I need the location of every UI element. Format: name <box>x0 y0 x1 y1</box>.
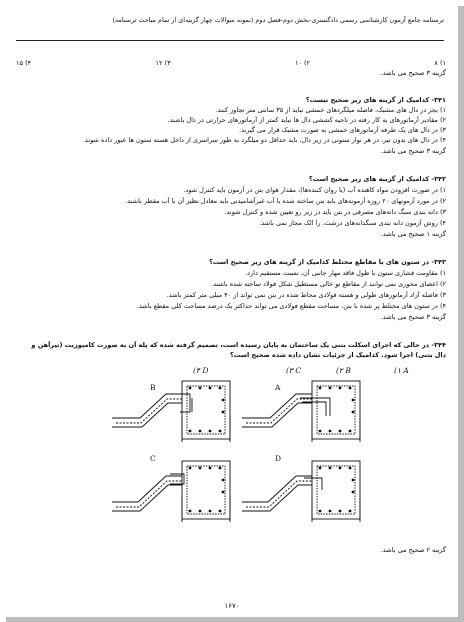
running-header: ترسنامه جامع آزمون کارشناسی رسمی دادگستری-بخش دوم-فصل دوم (نمونه سوالات چهار گزینه‌ای از تمام مباحث ترسنامه) <box>112 16 444 24</box>
q344-answer: گزینه ۲ صحیح می باشد. <box>380 546 446 554</box>
q342-option-2: ۲) در مورد آزمونهای ۲۰ روزه آزمونه‌های باید بتن ساخته شده با آب غیرآشامیدنی باید معادل نظیر آن با آب مقطر باشند. <box>125 197 446 205</box>
q343-stem: ۳۴۳- در ستون های با مقاطع مختلط کدامیک از گزینه های زیر صحیح است؟ <box>209 258 446 266</box>
option-3: ۳) ۱۲ <box>155 59 171 67</box>
detail-a-letter: A <box>275 383 281 392</box>
q343-option-3: ۳) فاصله آزاد آرماتورهای طولی و هسته فولادی محاط شده در بتن نمی تواند از ۴۰ میلی متر کمتر باشد. <box>166 291 446 299</box>
detail-d-letter: D <box>275 454 282 463</box>
q344-stem-line1: ۳۴۴- در حالی که اجرای اسکلت بتنی یک ساختمان به پایان رسیده است، تصمیم گرفته شده که پله آن به صورت کامپوزیت (تیرآهن و <box>31 341 446 349</box>
q341-option-1: ۱) بجز در دال های مشبک، فاصله میلگردهای خمشی نباید از ۳۵ سانتی متر تجاوز کنند. <box>215 106 446 114</box>
option-4: ۴) ۱۵ <box>16 59 32 67</box>
detail-d-drawing <box>240 452 370 530</box>
detail-b-drawing <box>110 372 240 450</box>
q342-answer: گزینه ۱ صحیح می باشد. <box>380 230 446 238</box>
q343-option-4: ۴) در ستون های مختلط پر شده با بتن، مساحت مقطع فولادی می تواند حداکثر یک درصد مساحت کلی مقطع باشد. <box>136 302 446 310</box>
q341-stem: ۳۴۱- کدامیک از گزینه های زیر صحیح نیست؟ <box>305 96 446 104</box>
page-number: ۱۶۷۰ <box>224 602 240 610</box>
detail-b-letter: B <box>150 383 156 392</box>
q342-option-1: ۱) در صورت افزودن مواد کاهنده آب (یا روان کننده‌ها)، مقدار هوای بتن در آزمون باید کنترل شود. <box>183 186 446 194</box>
q343-option-2: ۲) اعضای محوری نمی توانند از مقاطع تو خالی مستطیل شکل فولاد ساخته شده باشند. <box>211 280 446 288</box>
q341-option-3: ۳) در دال های یک طرفه آرماتورهای خمشی به صورت مشبک قرار می گیرند. <box>239 126 446 134</box>
q344-stem-line2: دال بتنی) اجرا شود. کدامیک از جزئیات نشان داده شده صحیح است؟ <box>229 351 446 359</box>
page-shadow-bottom <box>6 617 464 622</box>
prev-answer: گزینه ۳ صحیح می باشد. <box>380 69 446 77</box>
detail-a-drawing <box>240 372 370 450</box>
q341-answer: گزینه ۳ صحیح می باشد. <box>380 147 446 155</box>
q342-stem: ۳۴۲- کدامیک از گزینه های زیر صحیح است؟ <box>308 175 446 183</box>
detail-c-drawing <box>110 452 240 530</box>
q342-option-4: ۴) روش آزمون دانه بندی سنگدانه‌های درشت، را الک مجاز نمی باشد. <box>259 219 446 227</box>
detail-c-letter: C <box>150 454 156 463</box>
option-1: ۱) ۸ <box>434 59 446 67</box>
page-shadow-right <box>458 6 464 622</box>
header-rule <box>16 40 444 41</box>
fig-option-4-label: (۴ D <box>193 366 209 375</box>
q343-option-1: ۱) مقاومت فشاری ستون با طول فاقد مهار جانبی آن، نسبت مستقیم دارد. <box>245 269 446 277</box>
prev-question-options <box>16 59 446 67</box>
q343-answer: گزینه ۳ صحیح می باشد. <box>380 313 446 321</box>
q342-option-3: ۳) دانه بندی سنگ دانه‌های مصرفی در بتن باید در زیر رو تعیین شده و کنترل شوند. <box>224 208 446 216</box>
option-2: ۲) ۱۰ <box>294 59 311 67</box>
q341-option-4: ۴) در دال های بدون تیر، در هر نوار ستونی در زیر دال، باید حداقل دو میلگرد به طور سراسری از داخل هسته ستون ها عبور داده شوند. <box>82 136 446 144</box>
fig-option-2-label: (۲ B <box>336 366 351 375</box>
fig-option-3-label: (۳ C <box>286 366 302 375</box>
q341-option-2: ۲) مقادیر آرماتورهای به کار رفته در ناحیه کششی دال ها نباید کمتر از آرماتورهای حرارتی در دال باشند. <box>167 116 446 124</box>
fig-option-1-label: (۱ A <box>394 366 409 375</box>
